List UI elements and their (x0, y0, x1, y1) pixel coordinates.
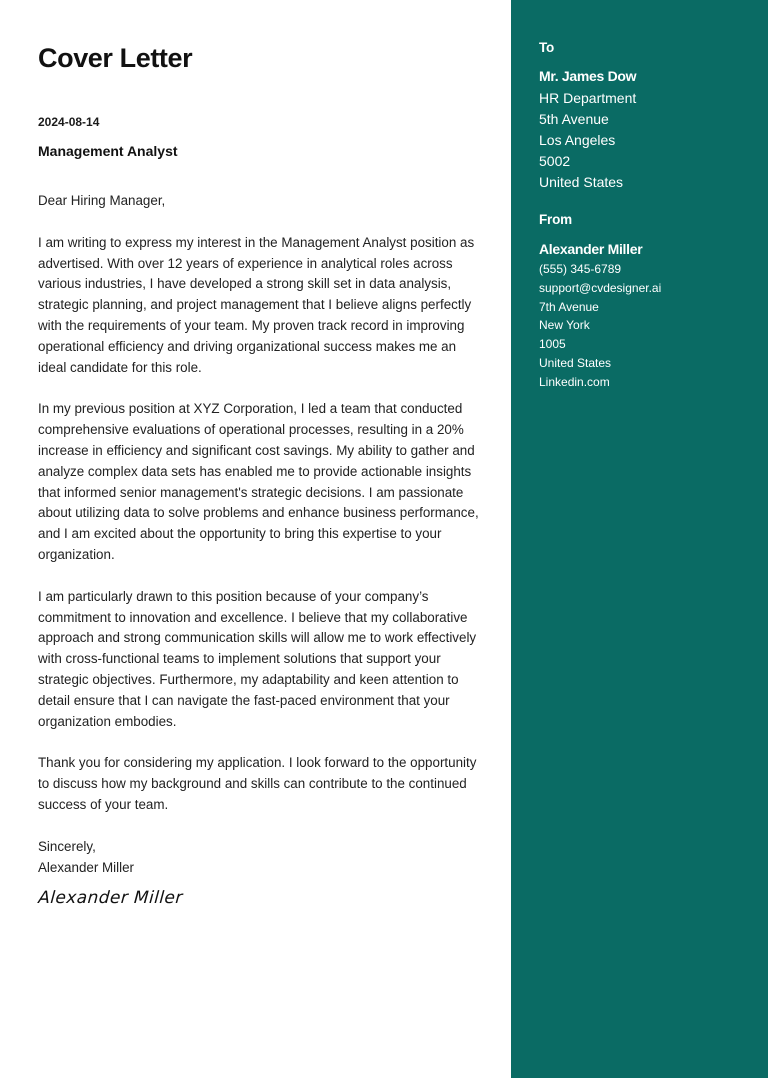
paragraph-1: I am writing to express my interest in the Management Analyst position as advertised. With over 12 years of experience in analytical roles across various industries, I have developed a strong skill set in data analysis, strategic planning, and project management that I believe aligns perfectly with the requirements of your team. My proven track record in improving operational efficiency and driving organizational success makes me an ideal candidate for this role. (38, 234, 475, 375)
sender-linkedin-link[interactable]: Linkedin.com (539, 374, 610, 389)
letter-date: 2024-08-14 (38, 115, 100, 129)
recipient-street: 5th Avenue (539, 111, 609, 127)
sender-name: Alexander Miller (539, 241, 643, 257)
sender-street: 7th Avenue (539, 299, 599, 314)
sender-email[interactable]: support@cvdesigner.ai (539, 280, 662, 295)
recipient-address (539, 88, 636, 193)
sender-zip: 1005 (539, 337, 566, 352)
paragraph-2: In my previous position at XYZ Corporation, I led a team that conducted comprehensive evaluations of operational processes, resulting in a 20% increase in efficiency and significant cost savings. My ability to gather and analyze complex data sets has enabled me to provide actionable insights that informed senior management's strategic decisions. I am passionate about utilizing data to solve problems and enhance business performance, and I am excited about the opportunity to bring this expertise to your organization. (38, 401, 479, 562)
job-title: Management Analyst (38, 143, 178, 159)
closing-name: Alexander Miller (38, 859, 135, 875)
recipient-department: HR Department (539, 90, 637, 106)
letter-body (38, 191, 483, 878)
recipient-name: Mr. James Dow (539, 68, 637, 84)
paragraph-3: I am particularly drawn to this position because of your company’s commitment to innovation and excellence. I believe that my collaborative approach and strong communication skills will allow me to work effectively with cross-functional teams to implement solutions that support your strategic objectives. Furthermore, my adaptability and keen attention to detail ensure that I can navigate the fast-paced environment that your organization embodies. (38, 588, 477, 729)
from-heading: From (539, 212, 572, 227)
salutation: Dear Hiring Manager, (38, 193, 166, 208)
sender-country: United States (539, 355, 612, 370)
sender-contact (539, 260, 661, 392)
recipient-zip: 5002 (539, 153, 571, 169)
recipient-city: Los Angeles (539, 132, 616, 148)
page-title: Cover Letter (38, 43, 193, 73)
recipient-country: United States (539, 174, 624, 190)
paragraph-4: Thank you for considering my application. I look forward to the opportunity to discuss how my background and skills can contribute to the continued success of your team. (38, 755, 477, 812)
contact-sidebar (511, 0, 768, 1078)
sender-phone[interactable]: (555) 345-6789 (539, 262, 622, 276)
signature: Alexander Miller (37, 888, 184, 908)
sender-city: New York (539, 318, 590, 333)
closing: Sincerely, (38, 838, 96, 854)
to-heading: To (539, 40, 555, 55)
